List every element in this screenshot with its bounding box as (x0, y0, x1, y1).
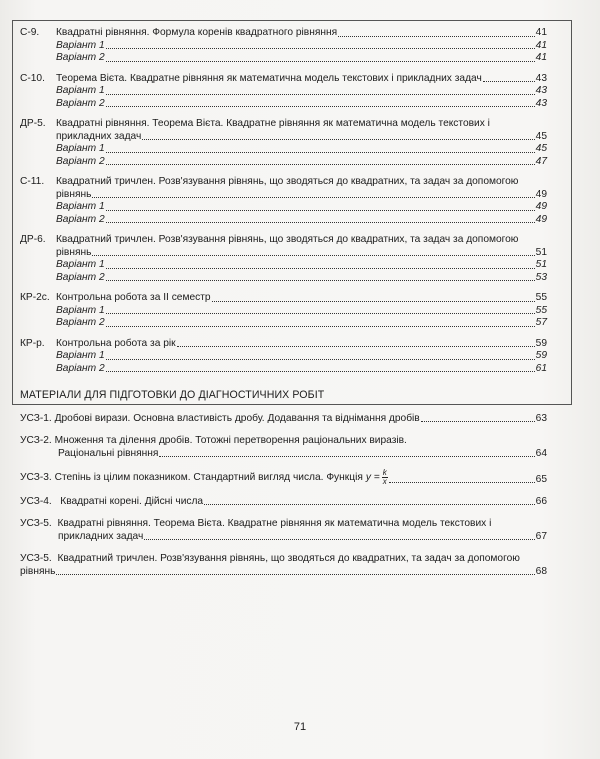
entry-title: Квадратні корені. Дійсні числа (60, 496, 204, 507)
variant-label: Варіант 1 (56, 201, 105, 212)
entry-title-line1: Квадратні рівняння. Теорема Вієта. Квадратне рівняння як математична модель текстових і (56, 118, 490, 129)
variant-label: Варіант 2 (56, 52, 105, 63)
variant-page: 43 (535, 85, 547, 96)
diag-entry (20, 434, 547, 460)
entry-code: УСЗ-5. (20, 518, 52, 529)
entry-code: УСЗ-1. (20, 413, 52, 424)
diag-entry (20, 495, 547, 508)
variant-page: 61 (535, 362, 547, 374)
variant-page: 41 (535, 52, 547, 63)
entry-title: Степінь із цілим показником. Стандартний вигляд числа. Функція (54, 472, 363, 484)
function-formula (366, 469, 388, 486)
entry-code: ДР-5. (20, 118, 46, 129)
toc-entry (20, 176, 547, 226)
diag-entry (20, 517, 547, 543)
diag-entry (20, 552, 547, 578)
toc-entry (20, 338, 547, 376)
toc-entry (20, 73, 547, 111)
variant-page: 49 (535, 201, 547, 212)
variant-page: 47 (535, 155, 547, 167)
fraction-numerator: k (382, 468, 387, 477)
entry-code: КР-2с. (20, 292, 50, 303)
entry-page: 67 (535, 531, 547, 542)
variant-label: Варіант 1 (56, 304, 105, 316)
entry-page: 51 (535, 246, 547, 258)
toc-entry (20, 292, 547, 330)
entry-title: Контрольна робота за II семестр (56, 292, 211, 303)
diag-entry (20, 469, 547, 486)
variant-label: Варіант 1 (56, 143, 105, 154)
toc-entry (20, 27, 547, 65)
entry-page: 59 (535, 337, 547, 349)
entry-title-line2: рівнянь (20, 566, 56, 577)
entry-title-line1: Множення та ділення дробів. Тотожні перетворення раціональних виразів. (54, 435, 407, 446)
diag-entry (20, 412, 547, 425)
entry-title: Дробові вирази. Основна властивість дробу. Додавання та віднімання дробів (54, 413, 420, 424)
entry-code: С-9. (20, 27, 40, 38)
entry-page: 55 (535, 292, 547, 303)
variant-page: 53 (535, 271, 547, 283)
entry-title-line2: прикладних задач (56, 130, 142, 142)
entry-title-line1: Квадратний тричлен. Розв'язування рівнянь, що зводяться до квадратних, та задач за допомогою (56, 176, 519, 187)
entry-page: 45 (535, 130, 547, 142)
variant-page: 59 (535, 350, 547, 361)
entry-page: 41 (535, 27, 547, 38)
entry-code: УСЗ-5. (20, 553, 52, 564)
entry-title: Квадратні рівняння. Формула коренів квадратного рівняння (56, 27, 338, 38)
entry-title: Теорема Вієта. Квадратне рівняння як математична модель текстових і прикладних задач (56, 72, 482, 84)
variant-label: Варіант 1 (56, 85, 105, 96)
toc-list (20, 27, 547, 383)
entry-page: 49 (535, 188, 547, 200)
fraction (382, 469, 388, 486)
variant-label: Варіант 2 (56, 362, 105, 374)
variant-label: Варіант 1 (56, 259, 105, 270)
variant-page: 49 (535, 213, 547, 225)
variant-label: Варіант 2 (56, 317, 105, 328)
entry-page: 66 (535, 496, 547, 507)
entry-page: 63 (535, 413, 547, 424)
variant-label: Варіант 1 (56, 39, 105, 51)
entry-title-line1: Квадратний тричлен. Розв'язування рівнянь, що зводяться до квадратних, та задач за допомогою (57, 553, 520, 564)
entry-code: С-11. (20, 176, 45, 187)
entry-code: С-10. (20, 72, 45, 84)
section-title: МАТЕРІАЛИ ДЛЯ ПІДГОТОВКИ ДО ДІАГНОСТИЧНИХ РОБІТ (20, 389, 325, 401)
variant-page: 57 (535, 317, 547, 328)
fraction-denominator: x (382, 477, 387, 486)
entry-page: 68 (535, 566, 547, 577)
page-number: 71 (293, 721, 307, 733)
entry-title-line2: прикладних задач (58, 531, 144, 542)
entry-code: УСЗ-2. (20, 435, 52, 446)
entry-title-line2: рівнянь (56, 188, 92, 200)
entry-title-line1: Квадратні рівняння. Теорема Вієта. Квадратне рівняння як математична модель текстових і (57, 518, 492, 529)
entry-page: 65 (535, 474, 547, 485)
formula-lhs: y = (365, 472, 380, 483)
toc-entry (20, 118, 547, 168)
variant-page: 51 (535, 259, 547, 270)
entry-title-line2: Раціональні рівняння (58, 448, 159, 459)
entry-code: УСЗ-3. (20, 472, 52, 484)
entry-title: Контрольна робота за рік (56, 337, 176, 349)
variant-label: Варіант 2 (56, 213, 105, 225)
variant-page: 55 (535, 304, 547, 316)
variant-label: Варіант 2 (56, 155, 105, 167)
variant-page: 43 (535, 97, 547, 109)
entry-code: ДР-6. (20, 234, 46, 245)
variant-page: 41 (535, 39, 547, 51)
entry-page: 43 (535, 72, 547, 84)
entry-code: КР-р. (20, 337, 45, 349)
entry-page: 64 (535, 448, 547, 459)
entry-title-line1: Квадратний тричлен. Розв'язування рівнянь, що зводяться до квадратних, та задач за допомогою (56, 234, 519, 245)
variant-label: Варіант 1 (56, 350, 105, 361)
variant-page: 45 (535, 143, 547, 154)
toc-entry (20, 234, 547, 284)
variant-label: Варіант 2 (56, 271, 105, 283)
diagnostic-list (20, 412, 547, 587)
entry-code: УСЗ-4. (20, 496, 52, 507)
variant-label: Варіант 2 (56, 97, 105, 109)
entry-title-line2: рівнянь (56, 246, 92, 258)
